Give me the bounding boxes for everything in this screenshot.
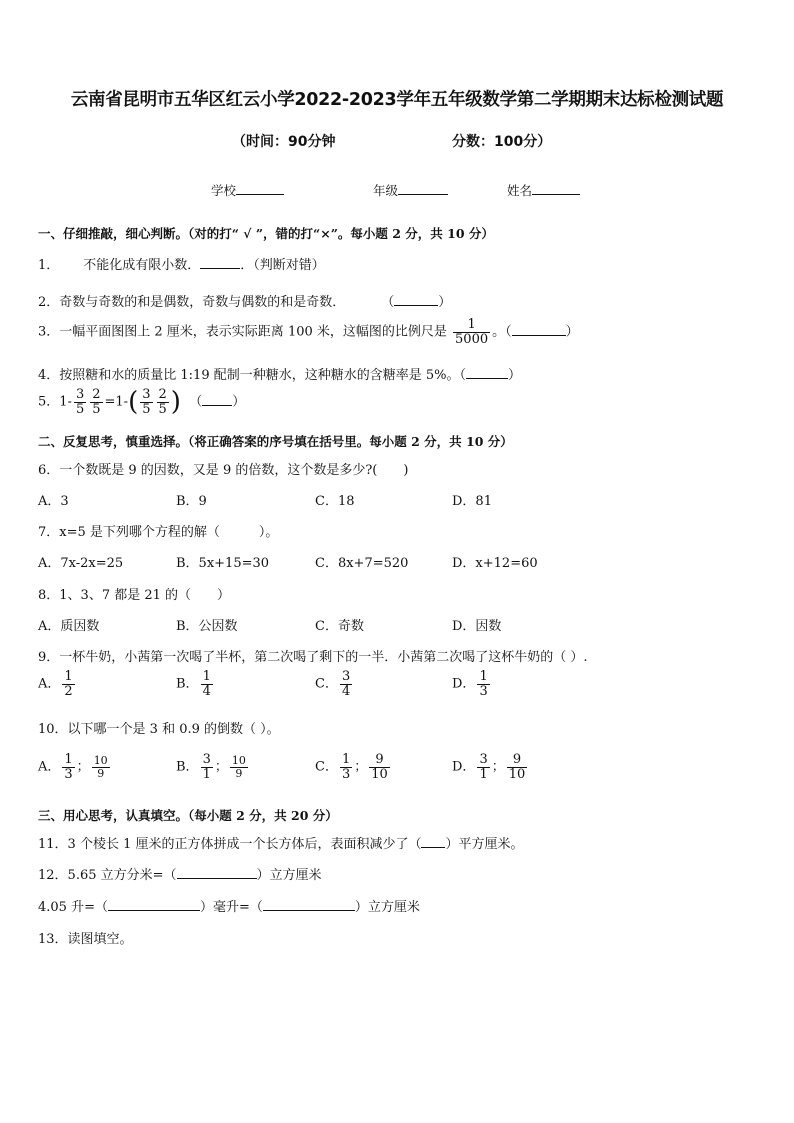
question-12-b <box>38 896 420 915</box>
q7-option-a: A．7x-2x=25 <box>38 556 124 571</box>
q9-frac-a: $\frac{1}{2}$ <box>64 669 73 699</box>
q4-close: ） <box>508 368 522 383</box>
name-label: 姓名 <box>507 183 533 198</box>
q1-text: 不能化成有限小数． <box>83 258 201 273</box>
q5-right-paren: ) <box>170 387 181 418</box>
q9-option-a: A． $\frac{1}{2}$ <box>38 669 73 699</box>
q12-text-b: 4.05 升=（ <box>38 900 108 915</box>
section-2-heading: 二、反复思考，慎重选择。（将正确答案的序号填在括号里。每小题 2 分，共 10 分） <box>38 434 513 449</box>
q11-text: 11．3 个棱长 1 厘米的正方体拼成一个长方体后，表面积减少了（ <box>38 837 422 852</box>
question-12 <box>38 864 322 883</box>
q3-blank <box>512 323 566 336</box>
q12-mid-b: ）毫升=（ <box>199 900 263 915</box>
q12-blank-a <box>177 866 257 879</box>
q9-frac-b: $\frac{1}{4}$ <box>202 669 211 699</box>
question-13: 13．读图填空。 <box>38 932 133 947</box>
q11-blank <box>421 835 445 848</box>
q9-option-b: B． $\frac{1}{4}$ <box>176 669 211 699</box>
question-1 <box>38 254 325 273</box>
q2-text: 2．奇数与奇数的和是偶数，奇数与偶数的和是奇数． <box>38 295 346 310</box>
q12-blank-b1 <box>108 898 200 911</box>
q5-blank <box>202 393 232 406</box>
question-11 <box>38 833 524 852</box>
q8-option-c: C．奇数 <box>315 619 364 634</box>
section-1-heading: 一、仔细推敲，细心判断。（对的打“ √ ”，错的打“×”。每小题 2 分，共 10 分） <box>38 226 494 241</box>
q9-option-c: C． $\frac{3}{4}$ <box>315 669 351 699</box>
q3-close: ） <box>565 324 579 340</box>
question-8: 8．1、3、7 都是 21 的（ ） <box>38 588 231 603</box>
q9-frac-c: $\frac{3}{4}$ <box>341 669 351 699</box>
q8-option-d: D．因数 <box>452 619 502 634</box>
q5-close: ） <box>232 394 246 410</box>
q6-option-c: C．18 <box>315 494 355 509</box>
q9-option-d: D． $\frac{1}{3}$ <box>452 669 488 699</box>
school-blank <box>236 182 284 195</box>
q1-number: 1． <box>38 258 60 273</box>
q8-option-b: B．公因数 <box>176 619 238 634</box>
grade-blank <box>398 182 448 195</box>
q7-option-c: C．8x+7=520 <box>315 556 409 571</box>
q9-frac-d: $\frac{1}{3}$ <box>479 669 488 699</box>
q6-option-a: A．3 <box>38 494 69 509</box>
question-5 <box>38 388 245 416</box>
q12-tail-a: ）立方厘米 <box>256 868 322 883</box>
q3-num: 1 <box>453 318 490 333</box>
q12-text-a: 12．5.65 立方分米=（ <box>38 868 177 883</box>
question-2 <box>38 291 451 310</box>
exam-score: 分数：100分） <box>452 134 552 150</box>
q4-text: 4．按照糖和水的质量比 1:19 配制一种糖水，这种糖水的含糖率是 5%。（ <box>38 368 466 383</box>
q5-tail: （ <box>189 394 203 410</box>
q5-prefix: 5．1- <box>38 394 72 410</box>
q5-frac-1: $\frac{3}{5}$ <box>75 387 85 417</box>
q12-blank-b2 <box>263 898 355 911</box>
section-3-heading: 三、用心思考，认真填空。（每小题 2 分，共 20 分） <box>38 808 338 823</box>
exam-time: （时间：90分钟 <box>232 134 336 150</box>
q3-tail: 。（ <box>492 324 512 340</box>
q5-mid: =1- <box>104 394 129 410</box>
q7-option-d: D．x+12=60 <box>452 556 538 571</box>
q10-option-c: C． $\frac{1}{3}$ ； $\frac{9}{10}$ <box>315 752 388 782</box>
question-9: 9．一杯牛奶，小茜第一次喝了半杯，第二次喝了剩下的一半．小茜第二次喝了这杯牛奶的（ ）. <box>38 650 588 665</box>
q7-option-b: B．5x+15=30 <box>176 556 270 571</box>
q5-left-paren: ( <box>128 387 139 418</box>
exam-title: 云南省昆明市五华区红云小学2022-2023学年五年级数学第二学期期末达标检测试题 <box>70 90 724 110</box>
q5-frac-4: $\frac{2}{5}$ <box>158 387 167 417</box>
q3-scale-fraction <box>453 318 490 346</box>
q2-blank <box>394 293 438 306</box>
q11-tail: ）平方厘米。 <box>445 837 524 852</box>
school-label: 学校 <box>211 183 237 198</box>
question-3 <box>38 318 579 346</box>
q1-tail: ．（判断对错） <box>240 258 325 273</box>
question-6: 6．一个数既是 9 的因数，又是 9 的倍数，这个数是多少?( ) <box>38 463 409 478</box>
q6-option-b: B．9 <box>176 494 207 509</box>
question-10: 10．以下哪一个是 3 和 0.9 的倒数（ ）。 <box>38 722 280 737</box>
q2-open: （ <box>381 295 395 310</box>
grade-field <box>373 181 448 199</box>
q6-option-d: D．81 <box>452 494 492 509</box>
q10-option-b: B． $\frac{3}{1}$ ； $\frac{10}{9}$ <box>176 752 246 782</box>
school-field <box>211 181 284 199</box>
q5-frac-3: $\frac{3}{5}$ <box>142 387 151 417</box>
q1-blank <box>200 256 240 269</box>
q10-option-d: D． $\frac{3}{1}$ ； $\frac{9}{10}$ <box>452 752 526 782</box>
q2-close: ） <box>438 295 452 310</box>
q3-den: 5000 <box>455 331 489 347</box>
q12-tail-b: ）立方厘米 <box>354 900 420 915</box>
grade-label: 年级 <box>373 183 399 198</box>
name-blank <box>532 182 580 195</box>
q4-blank <box>466 366 508 379</box>
question-7: 7．x=5 是下列哪个方程的解（ ）。 <box>38 525 279 540</box>
name-field <box>507 181 580 199</box>
q10-option-a: A． $\frac{1}{3}$ ； $\frac{10}{9}$ <box>38 752 108 782</box>
q8-option-a: A．质因数 <box>38 619 100 634</box>
question-4 <box>38 364 521 383</box>
q3-text: 3．一幅平面图图上 2 厘米，表示实际距离 100 米，这幅图的比例尺是 <box>38 324 447 340</box>
q5-frac-2: $\frac{2}{5}$ <box>92 387 101 417</box>
